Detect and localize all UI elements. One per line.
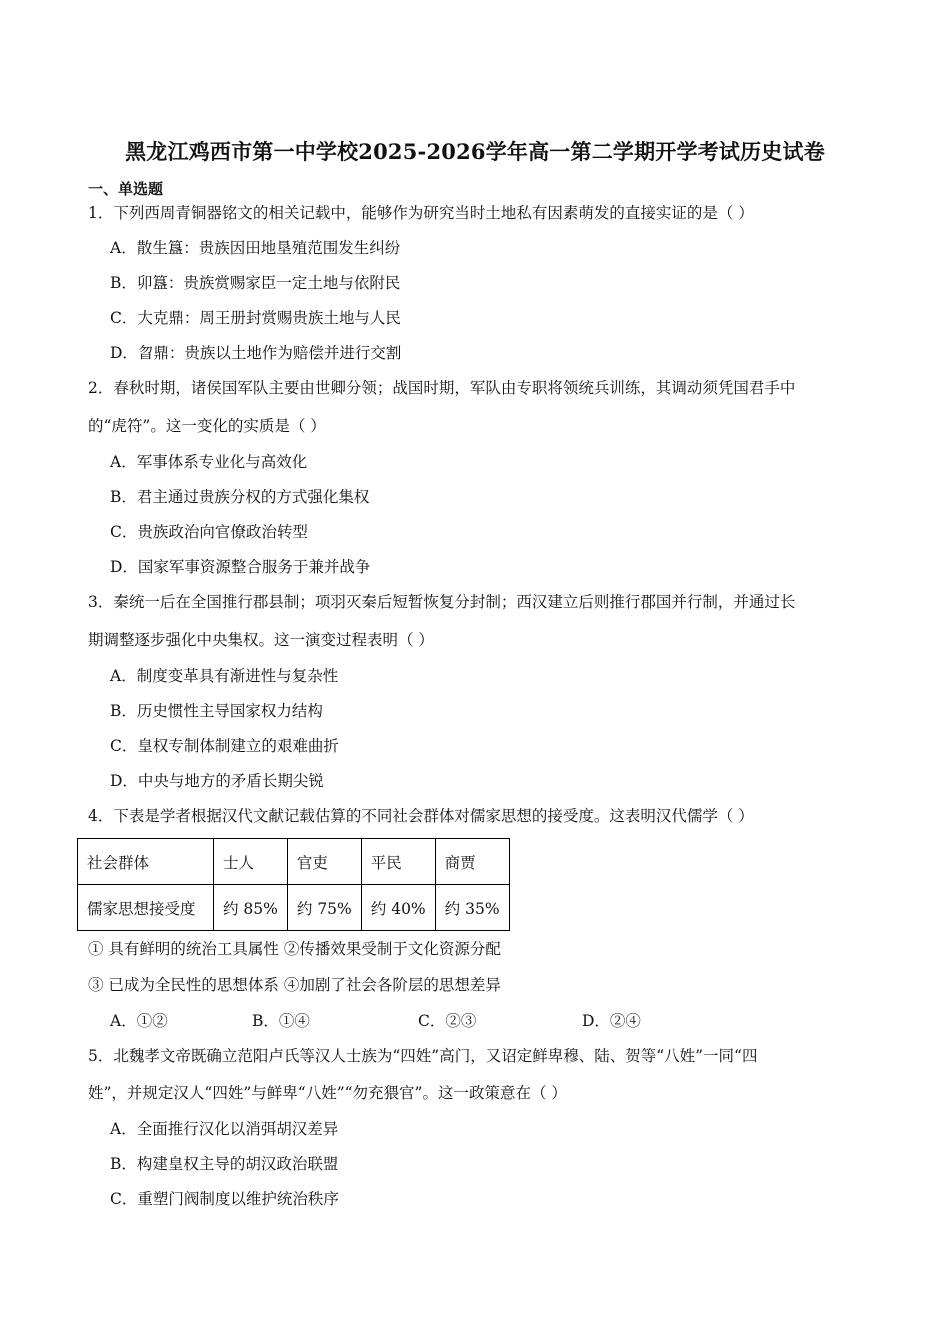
question-4-item-line-2: ③ 已成为全民性的思想体系 ④加剧了社会各阶层的思想差异 (88, 976, 501, 994)
question-4-item-line-1: ① 具有鲜明的统治工具属性 ②传播效果受制于文化资源分配 (88, 940, 501, 958)
table-cell: 约 40% (361, 885, 435, 931)
table-row (78, 885, 510, 931)
table-header-cell: 士人 (214, 839, 288, 885)
page-title: 黑龙江鸡西市第一中学校2025-2026学年高一第二学期开学考试历史试卷 (125, 139, 825, 164)
table-cell: 约 35% (435, 885, 509, 931)
question-4-option-b: B．①④ (252, 1012, 310, 1030)
table-cell: 儒家思想接受度 (78, 885, 214, 931)
table-header-row (78, 839, 510, 885)
section-heading: 一、单选题 (88, 180, 164, 198)
question-5-option-a: A．全面推行汉化以消弭胡汉差异 (110, 1120, 339, 1138)
question-5-stem-line-2: 姓”，并规定汉人“四姓”与鲜卑“八姓”“勿充猥官”。这一政策意在（ ） (88, 1084, 567, 1102)
question-2-option-c: C．贵族政治向官僚政治转型 (110, 523, 308, 541)
table-header-cell: 社会群体 (78, 839, 214, 885)
question-4-option-c: C．②③ (418, 1012, 477, 1030)
question-4-option-a: A．①② (110, 1012, 168, 1030)
question-5-option-c: C．重塑门阀制度以维护统治秩序 (110, 1190, 339, 1208)
table-cell: 约 75% (287, 885, 361, 931)
table-header-cell: 官吏 (287, 839, 361, 885)
table-cell: 约 85% (214, 885, 288, 931)
question-3-stem-line-1: 3．秦统一后在全国推行郡县制；项羽灭秦后短暂恢复分封制；西汉建立后则推行郡国并行制，并通过长 (88, 593, 796, 611)
question-3-option-c: C．皇权专制体制建立的艰难曲折 (110, 737, 339, 755)
acceptance-table (77, 838, 510, 931)
table-header-cell: 商贾 (435, 839, 509, 885)
question-2-option-d: D．国家军事资源整合服务于兼并战争 (110, 558, 371, 576)
question-1-option-c: C．大克鼎：周王册封赏赐贵族土地与人民 (110, 309, 401, 327)
question-3-option-d: D．中央与地方的矛盾长期尖锐 (110, 772, 324, 790)
question-3-stem-line-2: 期调整逐步强化中央集权。这一演变过程表明（ ） (88, 631, 434, 649)
question-5-option-b: B．构建皇权主导的胡汉政治联盟 (110, 1155, 339, 1173)
question-2-option-a: A．军事体系专业化与高效化 (110, 453, 308, 471)
question-2-option-b: B．君主通过贵族分权的方式强化集权 (110, 488, 370, 506)
question-2-stem-line-2: 的“虎符”。这一变化的实质是（ ） (88, 417, 326, 435)
question-2-stem-line-1: 2．春秋时期，诸侯国军队主要由世卿分领；战国时期，军队由专职将领统兵训练，其调动须凭国君手中 (88, 379, 796, 397)
question-1-option-a: A．散生簋：贵族因田地垦殖范围发生纠纷 (110, 239, 401, 257)
question-3-option-a: A．制度变革具有渐进性与复杂性 (110, 667, 339, 685)
question-3-option-b: B．历史惯性主导国家权力结构 (110, 702, 323, 720)
question-1-option-b: B．卯簋：贵族赏赐家臣一定土地与依附民 (110, 274, 401, 292)
question-4-option-d: D．②④ (582, 1012, 641, 1030)
question-1-stem: 1．下列西周青铜器铭文的相关记载中，能够作为研究当时土地私有因素萌发的直接实证的是（ ） (88, 204, 754, 222)
question-1-option-d: D．曶鼎：贵族以土地作为赔偿并进行交割 (110, 344, 402, 362)
table-header-cell: 平民 (361, 839, 435, 885)
question-5-stem-line-1: 5．北魏孝文帝既确立范阳卢氏等汉人士族为“四姓”高门，又诏定鲜卑穆、陆、贺等“八姓”一同“四 (88, 1047, 758, 1065)
question-4-stem: 4．下表是学者根据汉代文献记载估算的不同社会群体对儒家思想的接受度。这表明汉代儒学（ ） (88, 807, 754, 825)
